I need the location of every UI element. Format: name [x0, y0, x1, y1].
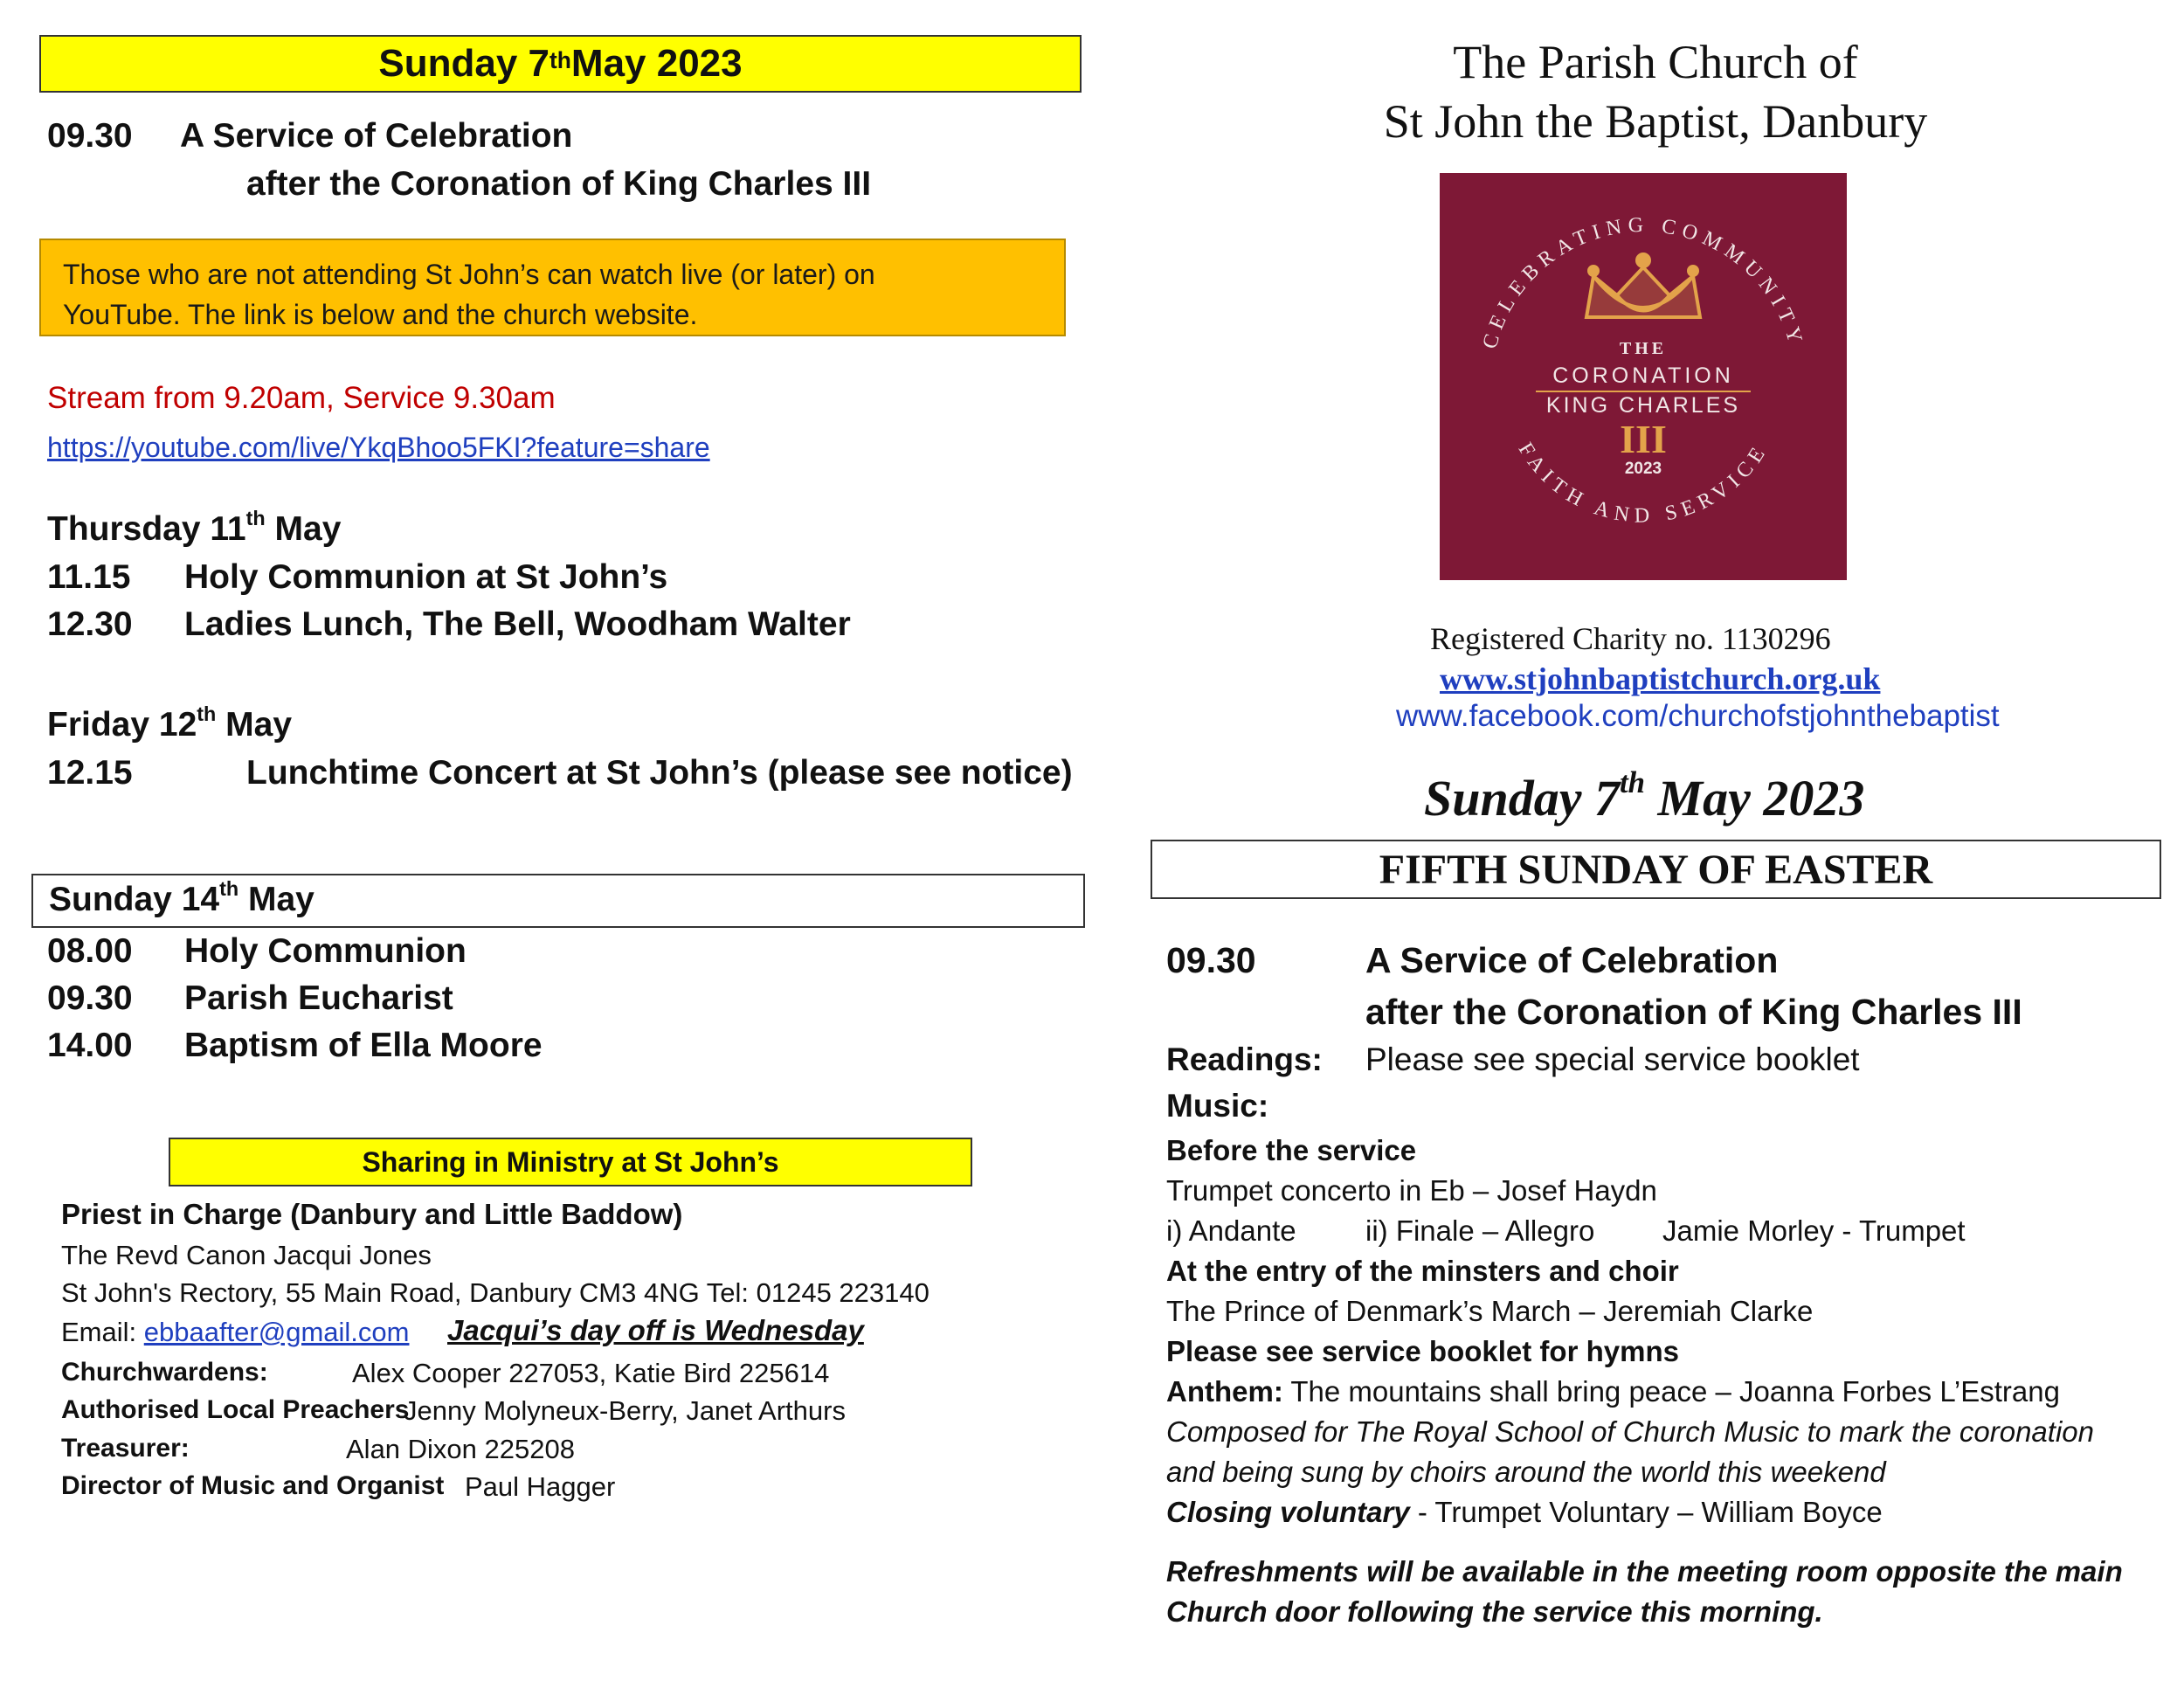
- main-service-time: 09.30: [47, 117, 133, 155]
- thursday-item-text: Holy Communion at St John’s: [184, 558, 668, 596]
- top-date-banner: Sunday 7 $^{th}$ May 2023: [39, 35, 1082, 93]
- service-title-line2: after the Coronation of King Charles III: [1365, 992, 2022, 1032]
- hymns-note: Please see service booklet for hymns: [1166, 1335, 1679, 1367]
- friday-suffix: May: [216, 706, 293, 744]
- logo-year-text: 2023: [1624, 460, 1662, 478]
- anthem-text: The mountains shall bring peace – Joanna Forbes L’Estrang: [1282, 1375, 2060, 1408]
- sunday14-heading: [31, 874, 1085, 928]
- main-service-line2: after the Coronation of King Charles III: [246, 165, 872, 203]
- ministry-banner: Sharing in Ministry at St John’s: [169, 1138, 972, 1186]
- thursday-sup: th: [245, 506, 266, 529]
- logo-king-text: KING CHARLES: [1545, 393, 1741, 418]
- top-date-suffix: May 2023: [570, 42, 743, 85]
- service-time: 09.30: [1166, 940, 1256, 980]
- sunday14-item-time: 09.30: [47, 979, 133, 1017]
- preachers-label: Authorised Local Preachers: [61, 1395, 410, 1424]
- logo-the-text: THE: [1619, 339, 1668, 358]
- thursday-suffix: May: [265, 510, 342, 548]
- music-director-label: Director of Music and Organist: [61, 1471, 445, 1500]
- coronation-logo: [1440, 173, 1847, 580]
- music-director-name: Paul Hagger: [465, 1471, 616, 1502]
- logo-numeral-text: III: [1620, 417, 1667, 461]
- thursday-prefix: Thursday 11: [47, 510, 246, 548]
- closing-label: Closing voluntary: [1166, 1496, 1410, 1528]
- youtube-note-line2: YouTube. The link is below and the church website.: [63, 299, 698, 330]
- top-date-prefix: Sunday 7: [378, 42, 549, 85]
- anthem-label: Anthem:: [1166, 1375, 1283, 1408]
- logo-ring-bottom-text: FAITH AND SERVICE: [1513, 439, 1773, 528]
- entry-piece: The Prince of Denmark’s March – Jeremiah Clarke: [1166, 1295, 1814, 1327]
- composed-note-line2: and being sung by choirs around the world this weekend: [1166, 1456, 1886, 1488]
- performer: Jamie Morley - Trumpet: [1662, 1214, 1966, 1247]
- youtube-note-box: [39, 239, 1066, 336]
- refreshments-line1: Refreshments will be available in the meeting room opposite the main: [1166, 1555, 2123, 1588]
- service-date-prefix: Sunday 7: [1424, 770, 1621, 827]
- sunday14-item-text: Holy Communion: [184, 932, 467, 970]
- friday-sup: th: [197, 702, 217, 725]
- entry-label: At the entry of the minsters and choir: [1166, 1255, 1679, 1287]
- facebook-link[interactable]: www.facebook.com/churchofstjohnthebaptist: [1396, 699, 2000, 733]
- closing-text: - Trumpet Voluntary – William Boyce: [1409, 1496, 1883, 1528]
- sunday14-prefix: Sunday 14: [49, 881, 220, 918]
- main-service-line1: A Service of Celebration: [180, 117, 573, 155]
- rectory-address: St John's Rectory, 55 Main Road, Danbury CM3 4NG Tel: 01245 223140: [61, 1277, 930, 1308]
- treasurer-name: Alan Dixon 225208: [346, 1434, 575, 1464]
- coronation-logo-graphic: [1440, 173, 1847, 580]
- movement-2: ii) Finale – Allegro: [1365, 1214, 1595, 1247]
- day-off-note: Jacqui’s day off is Wednesday: [447, 1314, 864, 1346]
- parish-title-line2: St John the Baptist, Danbury: [1383, 95, 1928, 148]
- friday-prefix: Friday 12: [47, 706, 197, 744]
- friday-item-time: 12.15: [47, 754, 133, 792]
- closing-voluntary-line: [1166, 1496, 1883, 1529]
- priest-name: The Revd Canon Jacqui Jones: [61, 1240, 432, 1270]
- sunday14-item-text: Baptism of Ella Moore: [184, 1027, 543, 1064]
- logo-coronation-text: CORONATION: [1552, 363, 1734, 388]
- sunday14-suffix: May: [238, 881, 314, 918]
- service-date-sup: th: [1620, 765, 1646, 800]
- refreshments-line2: Church door following the service this morning.: [1166, 1595, 1823, 1628]
- occasion-banner: FIFTH SUNDAY OF EASTER: [1151, 840, 2161, 899]
- movement-1: i) Andante: [1166, 1214, 1296, 1247]
- thursday-item-time: 12.30: [47, 605, 133, 643]
- charity-number: Registered Charity no. 1130296: [1430, 621, 1831, 656]
- preachers-names: Jenny Molyneux-Berry, Janet Arthurs: [404, 1395, 846, 1426]
- sunday14-sup: th: [219, 876, 239, 900]
- youtube-note-line1: Those who are not attending St John’s can watch live (or later) on: [63, 259, 875, 290]
- thursday-item-text: Ladies Lunch, The Bell, Woodham Walter: [184, 605, 851, 643]
- parish-title-line1: The Parish Church of: [1453, 36, 1858, 88]
- website-link[interactable]: www.stjohnbaptistchurch.org.uk: [1440, 661, 1881, 696]
- service-title-line1: A Service of Celebration: [1365, 940, 1779, 980]
- friday-heading: [47, 702, 293, 744]
- churchwardens-label: Churchwardens:: [61, 1358, 268, 1387]
- treasurer-label: Treasurer:: [61, 1434, 190, 1463]
- email-line: [61, 1317, 409, 1348]
- readings-label: Readings:: [1166, 1041, 1323, 1077]
- youtube-link[interactable]: https://youtube.com/live/YkqBhoo5FKI?feature=share: [47, 432, 710, 463]
- before-service-label: Before the service: [1166, 1134, 1417, 1166]
- friday-item-text: Lunchtime Concert at St John’s (please see notice): [246, 754, 1073, 792]
- anthem-line: [1166, 1375, 2060, 1408]
- music-label: Music:: [1166, 1088, 1269, 1124]
- sunday14-item-time: 14.00: [47, 1027, 133, 1064]
- priest-title: Priest in Charge (Danbury and Little Baddow): [61, 1198, 683, 1230]
- email-link[interactable]: ebbaafter@gmail.com: [143, 1317, 410, 1347]
- stream-time-text: Stream from 9.20am, Service 9.30am: [47, 381, 556, 415]
- email-label: Email:: [61, 1317, 144, 1347]
- service-date-heading: [1424, 765, 1865, 827]
- service-date-suffix: May 2023: [1645, 770, 1865, 827]
- sunday14-item-text: Parish Eucharist: [184, 979, 453, 1017]
- churchwardens-names: Alex Cooper 227053, Katie Bird 225614: [352, 1358, 830, 1388]
- before-service-piece: Trumpet concerto in Eb – Josef Haydn: [1166, 1174, 1657, 1207]
- thursday-item-time: 11.15: [47, 558, 131, 596]
- composed-note-line1: Composed for The Royal School of Church Music to mark the coronation: [1166, 1415, 2094, 1448]
- thursday-heading: [47, 506, 342, 549]
- crown-icon: [1586, 254, 1700, 317]
- logo-ring-top-text: CELEBRATING COMMUNITY: [1478, 213, 1808, 352]
- sunday14-item-time: 08.00: [47, 932, 133, 970]
- readings-text: Please see special service booklet: [1365, 1041, 1860, 1077]
